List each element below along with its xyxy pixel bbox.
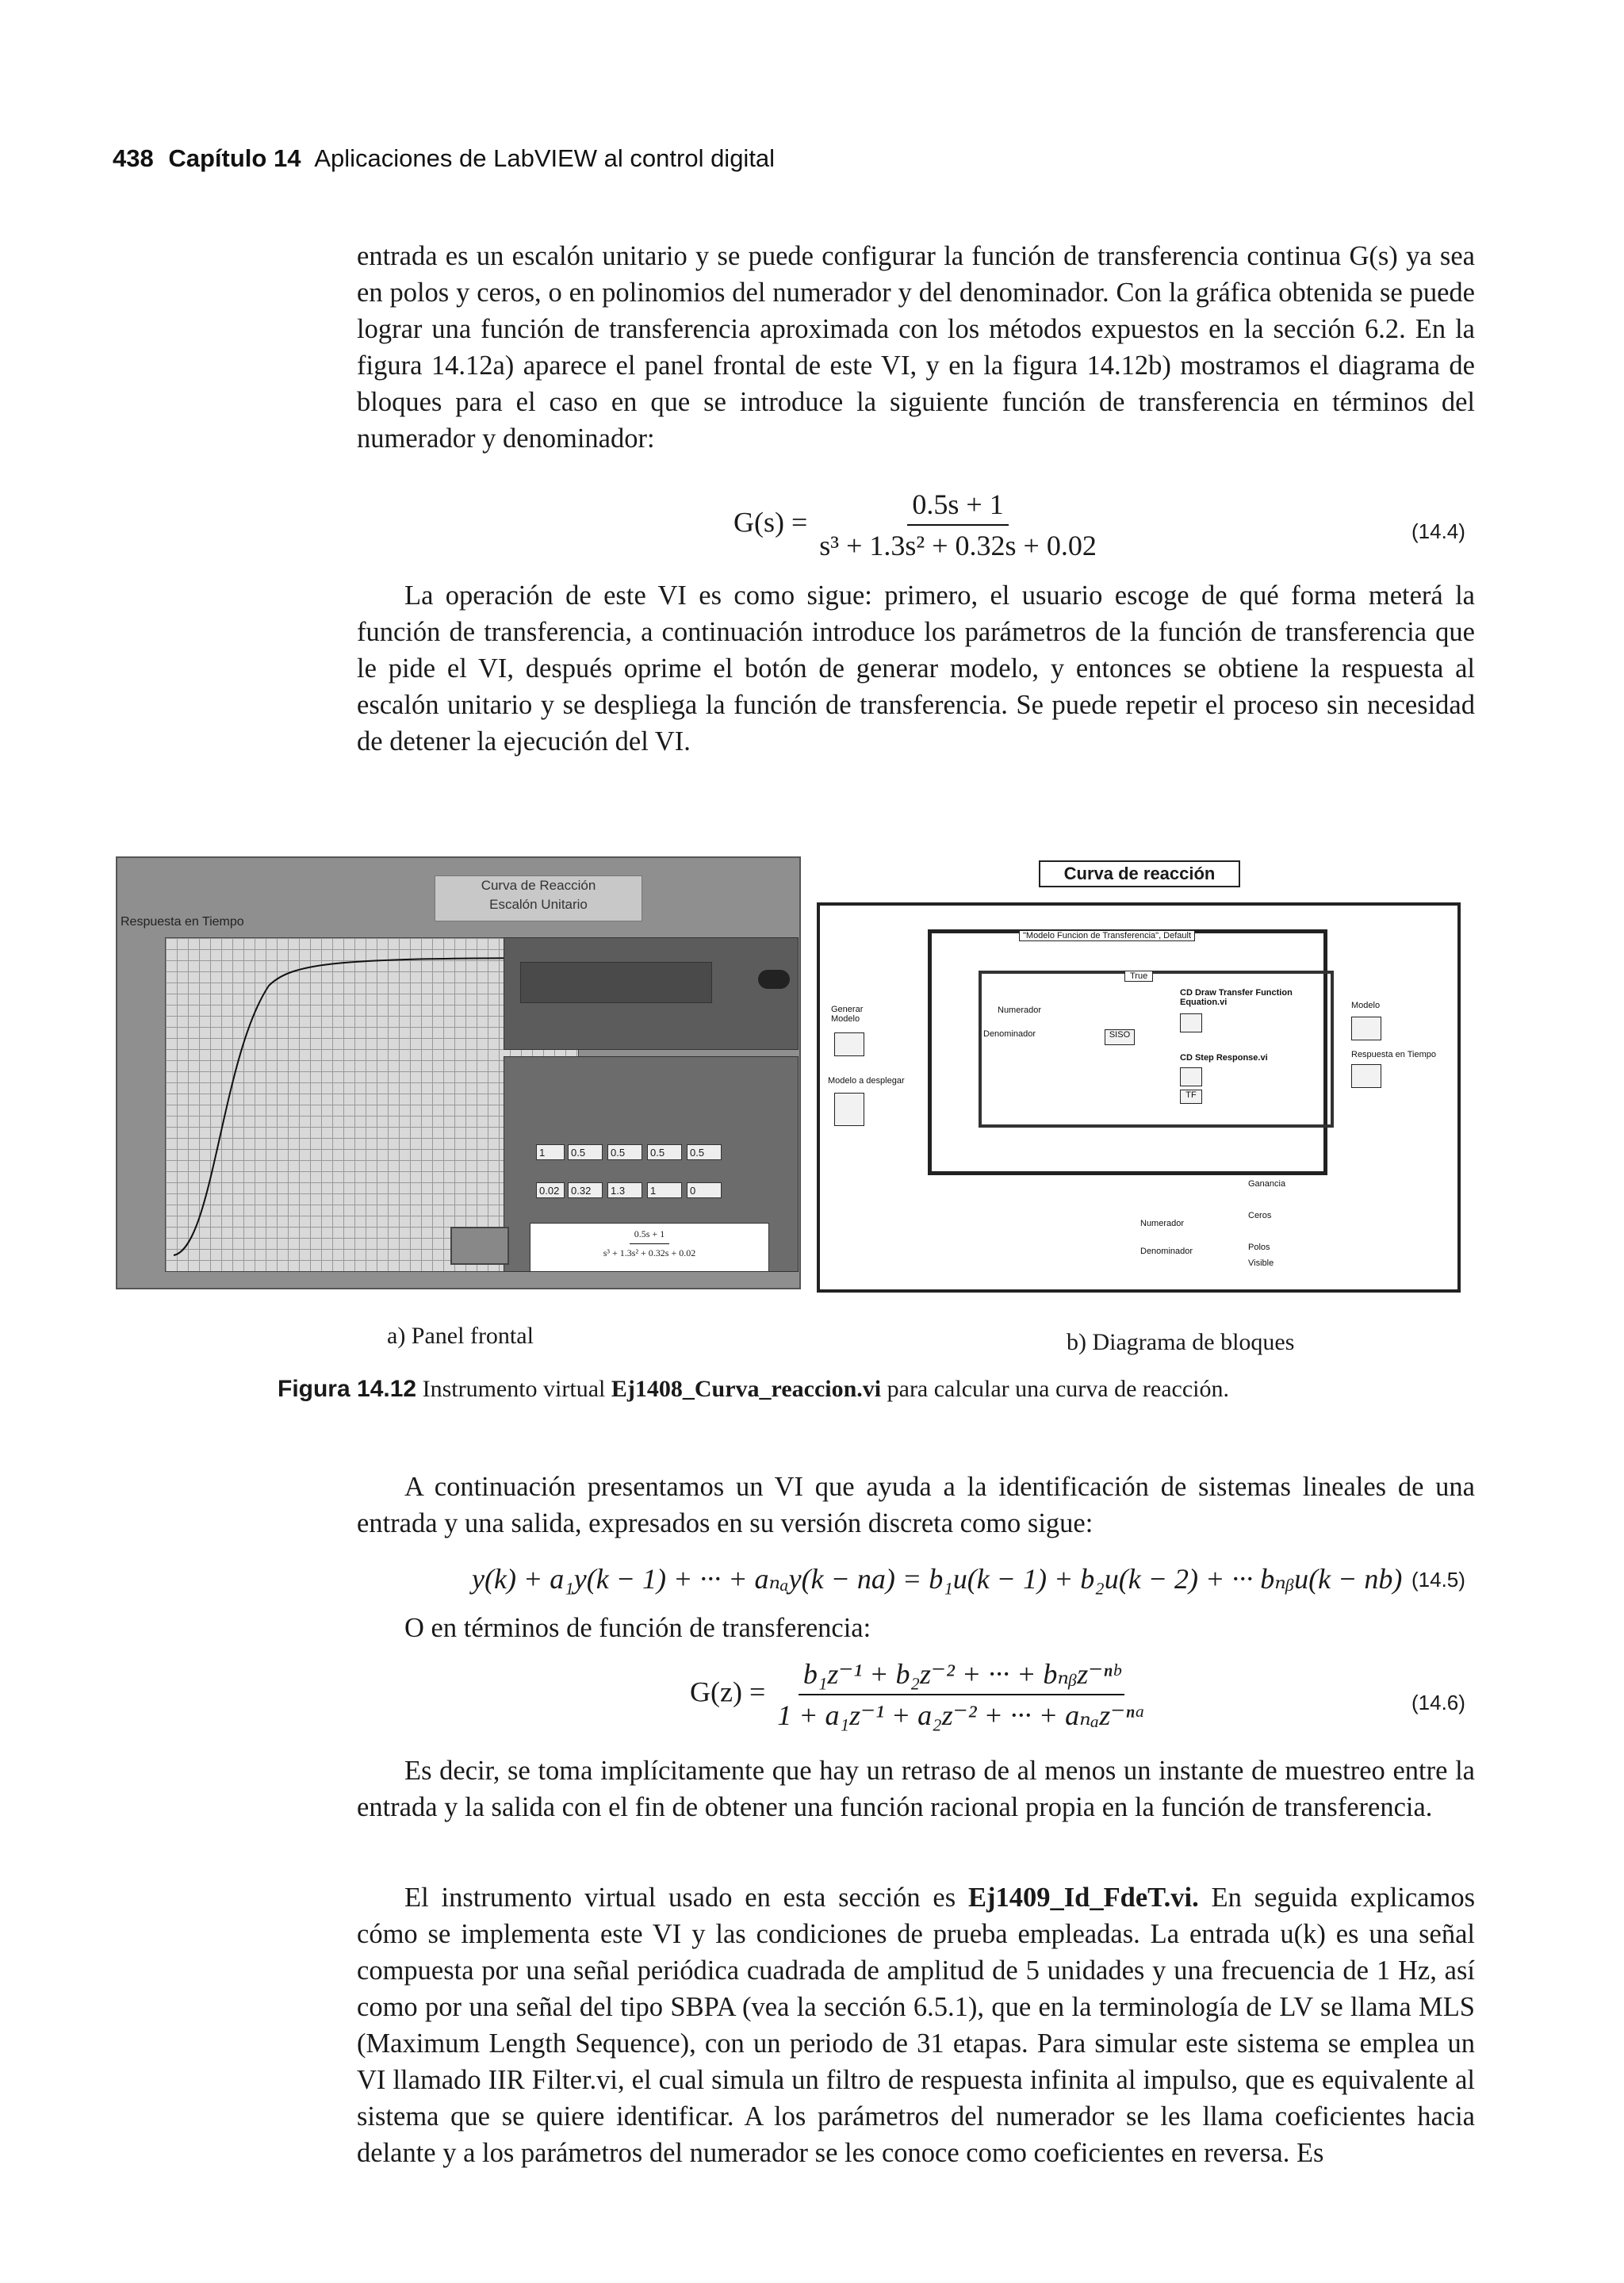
paragraph-2-text: La operación de este VI es como sigue: primero, el usuario escoge de qué forma meterá la función de transferencia, a continuación introduce los parámetros de la función de transferencia que le pide el VI, después oprime el botón de generar modelo, y entonces se obtiene la respuesta al escalón unitario y se despliega la función de transferencia. Se puede repetir el proceso sin necesidad de detener la ejecución del VI. — [357, 580, 1475, 757]
block-diagram-figure — [817, 902, 1461, 1293]
eq1-denominator: s³ + 1.3s² + 0.32s + 0.02 — [819, 530, 1097, 561]
param-cell[interactable]: 0.32 — [568, 1182, 603, 1198]
param-cell[interactable]: 0.5 — [568, 1144, 603, 1160]
eq3-lhs: G(z) = — [690, 1676, 766, 1708]
param-cell[interactable]: 0.02 — [536, 1182, 565, 1198]
polos-label: Polos — [1248, 1243, 1270, 1252]
paragraph-3 — [357, 1469, 1475, 1542]
param-cell[interactable]: 1 — [536, 1144, 565, 1160]
generar-modelo-button[interactable] — [450, 1227, 509, 1265]
equation-14-5: y(k) + a₁y(k − 1) + ··· + aₙₐy(k − na) = b₁u(k − 1) + b₂u(k − 2) + ··· bₙᵦu(k − nb) — [472, 1563, 1403, 1595]
eq3-numerator: b₁z⁻¹ + b₂z⁻² + ··· + bₙᵦz⁻ⁿᵇ — [799, 1657, 1124, 1695]
inner-case-structure — [979, 971, 1334, 1128]
visible-label: Visible — [1248, 1258, 1274, 1268]
toggle-switch[interactable] — [758, 970, 790, 989]
paragraph-6-text — [357, 1879, 1475, 2171]
true-selector[interactable]: True — [1124, 971, 1153, 982]
case-selector[interactable]: "Modelo Funcion de Transferencia", Default — [1019, 930, 1195, 941]
generar-label: Generar Modelo — [831, 1005, 864, 1024]
eq1-fraction — [814, 488, 1101, 562]
param-cell[interactable]: 0 — [687, 1182, 722, 1198]
denominador-bottom-label: Denominador — [1140, 1247, 1193, 1256]
chapter-label: Capítulo 14 — [168, 144, 301, 172]
eq3-number: (14.6) — [1411, 1691, 1465, 1714]
paragraph-5 — [357, 1752, 1475, 1825]
eq2-number: (14.5) — [1411, 1568, 1465, 1592]
modelo-desplegar-label: Modelo a desplegar — [828, 1076, 905, 1086]
eq1-number: (14.4) — [1411, 519, 1465, 543]
cd-draw-icon — [1180, 1013, 1202, 1032]
input-config-panel — [504, 937, 799, 1050]
front-panel-figure — [116, 856, 801, 1289]
transfer-function-display — [530, 1223, 769, 1272]
figure-caption-post: para calcular una curva de reacción. — [887, 1376, 1230, 1402]
tf-denominator: s³ + 1.3s² + 0.32s + 0.02 — [603, 1247, 696, 1258]
figure-caption-pre: Instrumento virtual — [422, 1376, 606, 1402]
paragraph-4 — [357, 1610, 1475, 1646]
cd-step-label: CD Step Response.vi — [1180, 1053, 1268, 1063]
chapter-title: Aplicaciones de LabVIEW al control digital — [314, 144, 776, 172]
paragraph-6-pre: El instrumento virtual usado en esta sección es — [404, 1883, 956, 1913]
equation-14-6 — [690, 1657, 1151, 1732]
denominador-label: Denominador — [983, 1029, 1036, 1039]
paragraph-6-file: Ej1409_Id_FdeT.vi. — [967, 1883, 1199, 1913]
panel-title — [435, 875, 642, 921]
paragraph-1 — [357, 238, 1475, 457]
modelo-terminal — [1351, 1017, 1381, 1040]
paragraph-5-text: Es decir, se toma implícitamente que hay un retraso de al menos un instante de muestreo entre la entrada y la salida con el fin de obtener una función racional propia en la función de transferencia. — [357, 1756, 1475, 1822]
paragraph-1-text: entrada es un escalón unitario y se puede configurar la función de transferencia continua G(s) ya sea en polos y ceros, o en polinomios del numerador y del denominador. Con la gráfica obtenida se puede lograr una función de transferencia aproximada con los métodos expuestos en la sección 6.2. En la figura 14.12a) aparece el panel frontal de este VI, y en la figura 14.12b) mostramos el diagrama de bloques para el caso en que se introduce la siguiente función de transferencia en términos del numerador y denominador: — [357, 241, 1475, 454]
tf-numerator: 0.5s + 1 — [630, 1228, 669, 1244]
panel-title-line2: Escalón Unitario — [489, 897, 588, 912]
param-cell[interactable]: 1.3 — [607, 1182, 642, 1198]
page-number: 438 — [113, 144, 154, 172]
tf-fraction — [599, 1228, 701, 1259]
caption-b: b) Diagrama de bloques — [1067, 1329, 1295, 1355]
param-cell[interactable]: 1 — [647, 1182, 682, 1198]
mode-selector[interactable] — [520, 962, 712, 1003]
respuesta-terminal — [1351, 1064, 1381, 1088]
cd-step-icon — [1180, 1067, 1202, 1086]
param-cell[interactable]: 0.5 — [607, 1144, 642, 1160]
ganancia-label: Ganancia — [1248, 1179, 1286, 1189]
diagram-title: Curva de reacción — [1039, 860, 1240, 887]
param-cell[interactable]: 0.5 — [647, 1144, 682, 1160]
paragraph-2 — [357, 577, 1475, 760]
paragraph-6-post: En seguida explicamos cómo se implementa este VI y las condiciones de prueba empleadas. La entrada u(k) es una señal compuesta por una señal periódica cuadrada de amplitud de 5 unidades y una frecuencia de 1 Hz, así como por una señal del tipo SBPA (vea la sección 6.5.1), que en la terminología de LV se llama MLS (Maximum Length Sequence), con un periodo de 31 etapas. Para simular este sistema se emplea un VI llamado IIR Filter.vi, el cual simula un filtro de respuesta infinita al impulso, que es equivalente al sistema que se quiere identificar. A los parámetros del numerador se les llama coeficientes hacia delante y a los parámetros del numerador se les conoce como coeficientes en reversa. Es — [357, 1883, 1475, 2168]
tf-box: TF — [1180, 1090, 1202, 1104]
param-cell[interactable]: 0.5 — [687, 1144, 722, 1160]
respuesta-label: Respuesta en Tiempo — [1351, 1050, 1437, 1059]
paragraph-4-text: O en términos de función de transferencia: — [404, 1613, 871, 1643]
modelo-desplegar-terminal — [834, 1093, 864, 1126]
numerador-label: Numerador — [998, 1006, 1042, 1015]
figure-caption — [278, 1376, 1229, 1403]
figure-caption-file: Ej1408_Curva_reaccion.vi — [611, 1376, 882, 1402]
numerador-bottom-label: Numerador — [1140, 1219, 1185, 1228]
ceros-label: Ceros — [1248, 1211, 1272, 1220]
equation-14-4 — [733, 488, 1101, 562]
caption-a: a) Panel frontal — [387, 1323, 534, 1349]
eq3-denominator: 1 + a₁z⁻¹ + a₂z⁻² + ··· + aₙₐz⁻ⁿᵃ — [777, 1699, 1146, 1731]
cd-draw-label: CD Draw Transfer Function Equation.vi — [1180, 988, 1293, 1007]
eq3-fraction — [772, 1657, 1151, 1732]
figure-caption-label: Figura 14.12 — [278, 1376, 417, 1402]
panel-title-line1: Curva de Reacción — [481, 878, 596, 893]
paragraph-3-text: A continuación presentamos un VI que ayuda a la identificación de sistemas lineales de una entrada y una salida, expresados en su versión discreta como sigue: — [357, 1472, 1475, 1538]
page-header — [113, 144, 775, 173]
paragraph-6 — [357, 1879, 1475, 2171]
eq1-lhs: G(s) = — [733, 506, 808, 538]
modelo-label: Modelo — [1351, 1001, 1381, 1010]
eq1-numerator: 0.5s + 1 — [907, 488, 1008, 526]
generar-terminal — [834, 1032, 864, 1056]
graph-label: Respuesta en Tiempo — [121, 915, 244, 929]
siso-box: SISO — [1105, 1029, 1135, 1045]
